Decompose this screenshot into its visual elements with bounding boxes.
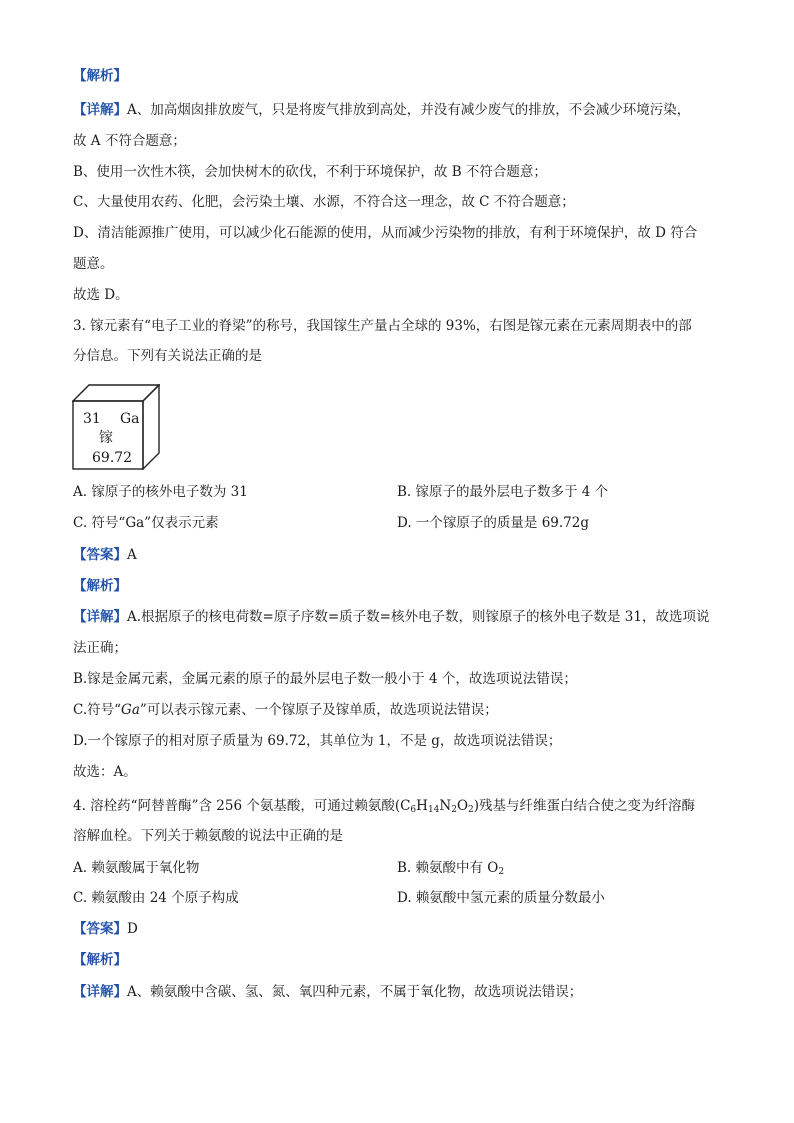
detail-line bbox=[73, 700, 723, 720]
option-b bbox=[397, 858, 504, 878]
element-symbol-italic: Ga bbox=[121, 702, 140, 718]
analysis-label: 【解析】 bbox=[73, 578, 127, 594]
answer-line bbox=[73, 919, 723, 939]
periodic-table-cell bbox=[72, 384, 160, 470]
stem-text: N bbox=[439, 798, 452, 814]
detail-label: 【详解】 bbox=[73, 609, 127, 625]
option-b: B. 镓原子的最外层电子数多于 4 个 bbox=[397, 484, 609, 500]
option-a: A. 镓原子的核外电子数为 31 bbox=[73, 484, 248, 500]
analysis-heading bbox=[73, 950, 723, 970]
option-c: C. 符号“Ga”仅表示元素 bbox=[73, 515, 219, 531]
element-name: 镓 bbox=[99, 430, 113, 446]
analysis-heading bbox=[73, 66, 723, 86]
question-stem: 溶解血栓。下列关于赖氨酸的说法中正确的是 bbox=[73, 828, 343, 844]
subscript: 14 bbox=[427, 805, 440, 815]
subscript: 6 bbox=[410, 805, 417, 815]
detail-line: 故 A 不符合题意； bbox=[73, 133, 186, 149]
analysis-heading bbox=[73, 576, 723, 596]
atomic-number: 31 bbox=[83, 411, 101, 427]
stem-text: )残基与纤维蛋白结合使之变为纤溶酶 bbox=[473, 798, 696, 814]
answer-line bbox=[73, 545, 723, 565]
stem-text: 4. 溶栓药“阿替普酶”含 256 个氨基酸，可通过赖氨酸(C bbox=[73, 798, 411, 814]
stem-text: H bbox=[416, 798, 428, 814]
option-d: D. 一个镓原子的质量是 69.72g bbox=[397, 515, 590, 531]
detail-text: ”可以表示镓元素、一个镓原子及镓单质，故选项说法错误； bbox=[139, 702, 498, 718]
detail-text: A.根据原子的核电荷数=原子序数=质子数=核外电子数，则镓原子的核外电子数是 31，故选项说 bbox=[127, 609, 710, 625]
question-stem: 3. 镓元素有“电子工业的脊梁”的称号，我国镓生产量占全球的 93%，右图是镓元素在元素周期表中的部 bbox=[73, 318, 692, 334]
option-text: B. 赖氨酸中有 O bbox=[397, 860, 499, 876]
detail-label: 【详解】 bbox=[73, 102, 127, 118]
question-stem: 分信息。下列有关说法正确的是 bbox=[73, 348, 262, 364]
analysis-label: 【解析】 bbox=[73, 952, 127, 968]
detail-line: C、大量使用农药、化肥，会污染土壤、水源，不符合这一理念，故 C 不符合题意； bbox=[73, 194, 575, 210]
subscript: 2 bbox=[468, 805, 474, 815]
detail-line: D、清洁能源推广使用，可以减少化石能源的使用，从而减少污染物的排放，有利于环境保护，故 D 符合 bbox=[73, 225, 698, 241]
detail-text: C.符号“ bbox=[73, 702, 122, 718]
subscript: 2 bbox=[498, 867, 505, 877]
atomic-mass: 69.72 bbox=[92, 450, 133, 466]
detail-line bbox=[73, 607, 723, 627]
detail-line: D.一个镓原子的相对原子质量为 69.72，其单位为 1，不是 g，故选项说法错误； bbox=[73, 733, 562, 749]
detail-line: B.镓是金属元素，金属元素的原子的最外层电子数一般小于 4 个，故选项说法错误； bbox=[73, 671, 577, 687]
subscript: 2 bbox=[451, 805, 457, 815]
detail-line: 法正确； bbox=[73, 640, 127, 656]
detail-text: A、赖氨酸中含碳、氢、氮、氧四种元素，不属于氧化物，故选项说法错误； bbox=[127, 984, 583, 1000]
analysis-label: 【解析】 bbox=[73, 68, 127, 84]
answer-label: 【答案】 bbox=[73, 547, 127, 563]
detail-label: 【详解】 bbox=[73, 984, 127, 1000]
conclusion-line: 故选：A。 bbox=[73, 764, 137, 780]
question-stem bbox=[73, 796, 723, 816]
answer-value: D bbox=[127, 921, 138, 937]
option-a: A. 赖氨酸属于氧化物 bbox=[73, 860, 200, 876]
answer-label: 【答案】 bbox=[73, 921, 127, 937]
answer-value: A bbox=[127, 547, 137, 563]
option-c: C. 赖氨酸由 24 个原子构成 bbox=[73, 890, 239, 906]
detail-line bbox=[73, 982, 723, 1002]
detail-line: 题意。 bbox=[73, 256, 114, 272]
conclusion-line: 故选 D。 bbox=[73, 287, 129, 303]
detail-line bbox=[73, 100, 723, 120]
detail-line: B、使用一次性木筷，会加快树木的砍伐，不利于环境保护，故 B 不符合题意； bbox=[73, 164, 547, 180]
detail-text: A、加高烟囱排放废气，只是将废气排放到高处，并没有减少废气的排放，不会减少环境污染， bbox=[127, 102, 691, 118]
option-d: D. 赖氨酸中氢元素的质量分数最小 bbox=[397, 890, 605, 906]
stem-text: O bbox=[456, 798, 469, 814]
element-symbol: Ga bbox=[120, 411, 140, 427]
